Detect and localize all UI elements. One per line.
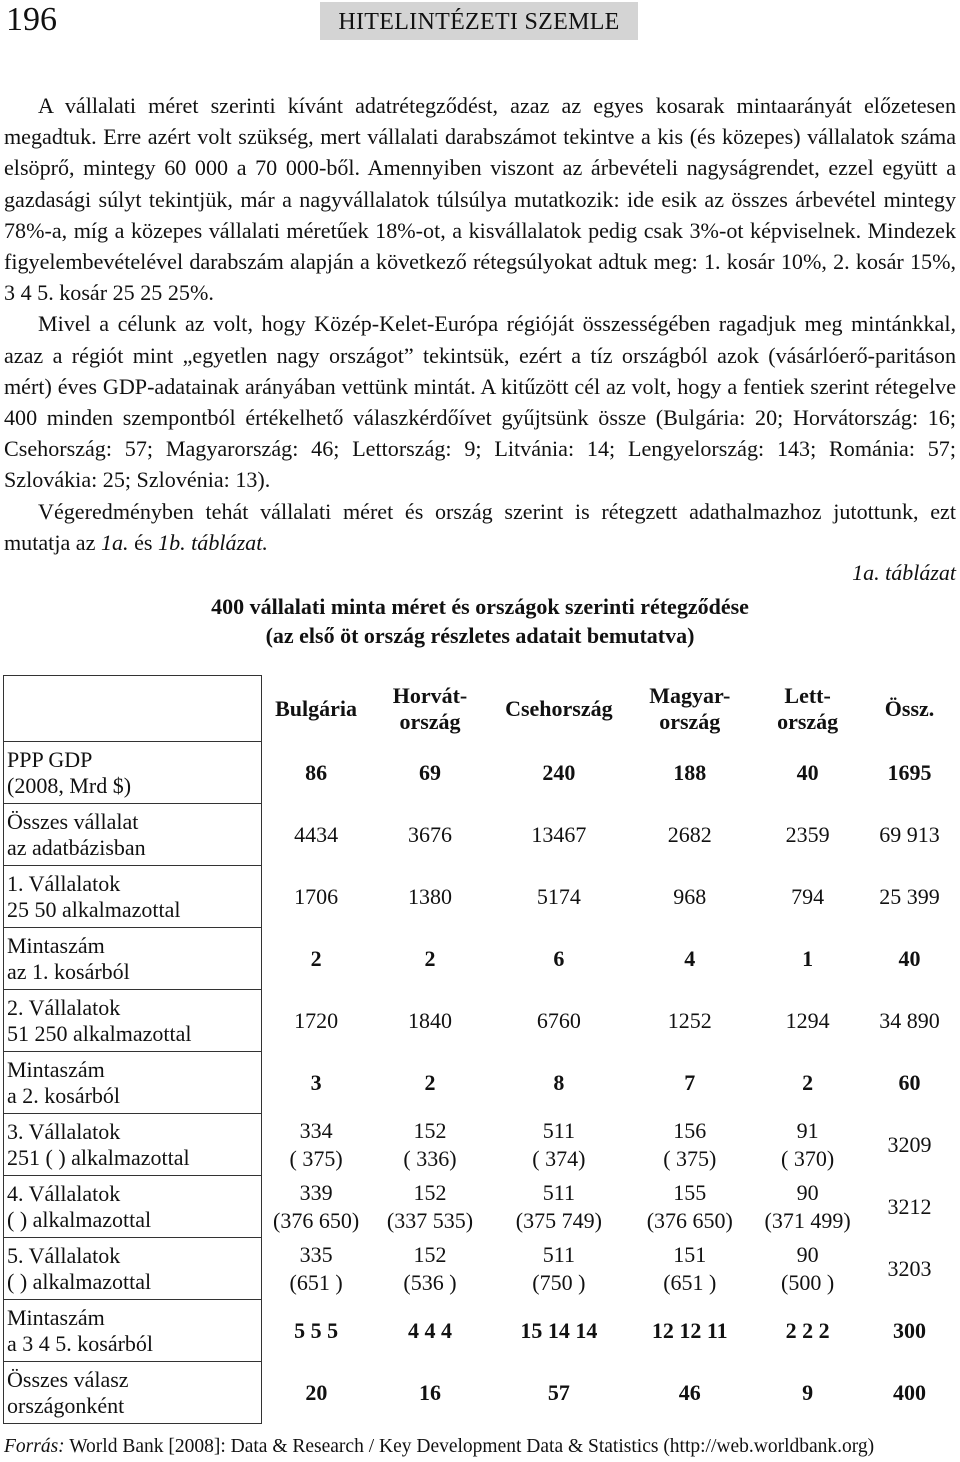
cell-value: 15 14 14: [520, 1317, 598, 1343]
table-ref-a: 1a.: [100, 529, 129, 555]
cell-value: 1695: [887, 759, 932, 785]
cell-value: 155: [673, 1179, 707, 1205]
table-cell: [751, 1238, 865, 1300]
row-label: [4, 1176, 262, 1238]
row-label-line: 251 ( ) alkalmazottal: [7, 1144, 190, 1170]
cell-range: (337 535): [386, 1207, 474, 1233]
table-cell: [629, 1362, 751, 1424]
table-cell: [629, 1052, 751, 1114]
table-title-line1: 400 vállalati minta méret és országok szerinti rétegződése: [211, 594, 749, 619]
table-cell: [371, 804, 489, 866]
table-cell: [751, 1362, 865, 1424]
cell-value: 86: [305, 759, 328, 785]
cell-value: 4 4 4: [407, 1317, 452, 1343]
table-cell: [371, 1300, 489, 1362]
table-cell: [629, 804, 751, 866]
body-text: [4, 90, 956, 558]
cell-value: 2: [424, 945, 436, 971]
table-cell: [261, 928, 371, 990]
column-header: [865, 676, 955, 742]
row-label: [4, 1300, 262, 1362]
cell-value: 3209: [887, 1131, 932, 1157]
paragraph-1: A vállalati méret szerinti kívánt adatrétegződést, azaz az egyes kosarak mintaarányát előzetesen megadtuk. Erre azért volt szükség, mert vállalati darabszámot tekintve a kis (és közepes) vállalatok száma elsöprő, mintegy 60 000 a 70 000-ből. Amennyiben viszont az árbevételi nagyságrendet, ezzel együtt a gazdasági súlyt tekintjük, már a nagyvállalatok túlsúlya mutatkozik: ide esik az összes árbevétel mintegy 78%-a, míg a közepes vállalati méretűek 18%-ot, a kisvállalatok pedig csak 3%-ot képviselnek. Mindezek figyelembevételével darabszám alapján a következő rétegsúlyokat adtuk meg: 1. kosár 10%, 2. kosár 15%, 3 4 5. kosár 25 25 25%.: [4, 93, 956, 306]
source-text: World Bank [2008]: Data & Research / Key Development Data & Statistics (http://web.worldbank.org): [69, 1436, 875, 1457]
table-cell: [261, 804, 371, 866]
cell-range: (375 749): [515, 1207, 602, 1233]
table-cell: [629, 1114, 751, 1176]
cell-range: (376 650): [273, 1207, 360, 1233]
table-cell: [489, 804, 629, 866]
column-header-line1: Bulgária: [275, 695, 358, 721]
cell-value: 3676: [407, 821, 452, 847]
cell-range: ( 374): [532, 1145, 586, 1171]
table-number: 1a. táblázat: [852, 560, 956, 585]
page-number: 196: [6, 1, 57, 38]
cell-value: 7: [684, 1069, 696, 1095]
table-cell: [751, 1176, 865, 1238]
table-cell: [629, 866, 751, 928]
paragraph-2: Mivel a célunk az volt, hogy Közép-Kelet-Európa régióját összességében ragadjuk meg mintánkkal, azaz a régiót mint „egyetlen nagy országot” tekintsük, ezért a tíz országból azok (vásárlóerő-paritáson mért) éves GDP-adatainak arányában vettünk mintát. A kitűzött cél az volt, hogy a fentiek szerint rétegelve 400 minden szempontból értékelhető válaszkérdőívet gyűjtsünk össze (Bulgária: 20; Horvátország: 16; Csehország: 57; Magyarország: 46; Lettország: 9; Litvánia: 14; Lengyelország: 143; Románia: 57; Szlovákia: 25; Szlovénia: 13).: [4, 311, 956, 493]
cell-value: 69: [418, 759, 441, 785]
row-label: [4, 1362, 262, 1424]
table-cell: [261, 866, 371, 928]
table-cell: [751, 742, 865, 804]
cell-value: 339: [299, 1179, 333, 1205]
table-cell: [261, 1238, 371, 1300]
cell-value: 3212: [887, 1193, 932, 1219]
journal-title: HITELINTÉZETI SZEMLE: [320, 2, 638, 40]
cell-value: 300: [893, 1317, 927, 1343]
column-header: [629, 676, 751, 742]
cell-value: 2682: [667, 821, 712, 847]
cell-value: 151: [673, 1241, 707, 1267]
table-cell: [865, 1300, 955, 1362]
cell-value: 511: [542, 1179, 575, 1205]
table-cell: [489, 866, 629, 928]
table-cell: [489, 1362, 629, 1424]
cell-value: 1294: [785, 1007, 830, 1033]
cell-value: 69 913: [879, 821, 940, 847]
table-cell: [751, 866, 865, 928]
cell-value: 57: [547, 1379, 570, 1405]
cell-value: 8: [553, 1069, 565, 1095]
table-cell: [489, 990, 629, 1052]
table-cell: [865, 928, 955, 990]
table-title: [0, 592, 960, 650]
table-cell: [629, 742, 751, 804]
row-label-line: Mintaszám: [7, 932, 105, 958]
table-cell: [751, 1114, 865, 1176]
source-note: [4, 1436, 874, 1458]
cell-range: ( 370): [781, 1145, 835, 1171]
table-cell: [489, 1114, 629, 1176]
table-cell: [261, 1114, 371, 1176]
cell-range: (371 499): [764, 1207, 851, 1233]
data-table: [3, 675, 955, 1424]
table-cell: [489, 1300, 629, 1362]
table-row: [4, 1362, 955, 1424]
row-label-line: ( ) alkalmazottal: [7, 1268, 152, 1294]
table-cell: [489, 742, 629, 804]
row-label-line: 25 50 alkalmazottal: [7, 896, 181, 922]
table-cell: [261, 1300, 371, 1362]
paragraph-3-text: Végeredményben tehát vállalati méret és ország szerint is rétegzett adathalmazhoz jutottunk, ezt mutatja az: [4, 498, 956, 555]
row-label: [4, 928, 262, 990]
table-cell: [489, 1052, 629, 1114]
row-label: [4, 1114, 262, 1176]
table-row: [4, 1052, 955, 1114]
row-label-line: az 1. kosárból: [7, 958, 130, 984]
column-header-line2: ország: [659, 708, 721, 734]
cell-value: 794: [791, 883, 825, 909]
cell-value: 2: [310, 945, 322, 971]
cell-value: 4434: [294, 821, 339, 847]
table-cell: [865, 1114, 955, 1176]
cell-value: 1: [802, 945, 814, 971]
table-row: [4, 928, 955, 990]
table-row: [4, 1176, 955, 1238]
cell-value: 4: [684, 945, 696, 971]
cell-value: 240: [542, 759, 576, 785]
table-cell: [629, 1176, 751, 1238]
table-cell: [629, 1300, 751, 1362]
table-header-row: [4, 676, 955, 742]
cell-value: 25 399: [879, 883, 940, 909]
table-cell: [261, 742, 371, 804]
cell-value: 12 12 11: [651, 1317, 728, 1343]
row-label-line: Összes válasz: [7, 1366, 129, 1392]
cell-value: 335: [299, 1241, 333, 1267]
column-header-line1: Csehország: [505, 695, 613, 721]
table-row: [4, 804, 955, 866]
cell-value: 20: [305, 1379, 328, 1405]
cell-value: 6: [553, 945, 565, 971]
row-label-line: országonként: [7, 1392, 125, 1418]
table-cell: [261, 1052, 371, 1114]
cell-value: 400: [893, 1379, 927, 1405]
table-cell: [261, 1362, 371, 1424]
cell-value: 511: [542, 1241, 575, 1267]
row-label-line: Összes vállalat: [7, 808, 139, 834]
table-cell: [371, 1114, 489, 1176]
table-cell: [751, 1052, 865, 1114]
cell-value: 5174: [536, 883, 581, 909]
table-cell: [371, 1238, 489, 1300]
table-cell: [371, 1052, 489, 1114]
cell-value: 188: [673, 759, 707, 785]
cell-value: 40: [898, 945, 921, 971]
table-row: [4, 742, 955, 804]
row-label: [4, 742, 262, 804]
table-corner-cell: [4, 676, 262, 742]
table-cell: [371, 990, 489, 1052]
cell-value: 1840: [407, 1007, 452, 1033]
table-cell: [865, 1238, 955, 1300]
table-cell: [751, 804, 865, 866]
cell-value: 16: [418, 1379, 441, 1405]
row-label: [4, 1238, 262, 1300]
cell-range: (651 ): [289, 1269, 343, 1295]
cell-value: 3203: [887, 1255, 932, 1281]
cell-range: (376 650): [646, 1207, 733, 1233]
row-label-line: a 3 4 5. kosárból: [7, 1330, 154, 1356]
table-cell: [489, 1238, 629, 1300]
cell-range: ( 375): [663, 1145, 717, 1171]
cell-value: 3: [310, 1069, 322, 1095]
table-row: [4, 1238, 955, 1300]
table-cell: [629, 928, 751, 990]
table-cell: [629, 1238, 751, 1300]
table-cell: [865, 742, 955, 804]
table-row: [4, 866, 955, 928]
row-label-line: ( ) alkalmazottal: [7, 1206, 152, 1232]
cell-value: 1380: [407, 883, 452, 909]
row-label: [4, 990, 262, 1052]
column-header-line1: Lett-: [784, 682, 831, 708]
cell-value: 2 2 2: [785, 1317, 830, 1343]
cell-value: 40: [796, 759, 819, 785]
table-cell: [629, 990, 751, 1052]
source-label: Forrás:: [4, 1436, 65, 1457]
cell-value: 1252: [667, 1007, 712, 1033]
row-label-line: 4. Vállalatok: [7, 1180, 121, 1206]
table-cell: [865, 990, 955, 1052]
cell-value: 2: [424, 1069, 436, 1095]
table-cell: [371, 866, 489, 928]
cell-range: (536 ): [403, 1269, 457, 1295]
row-label-line: 3. Vállalatok: [7, 1118, 121, 1144]
column-header: [371, 676, 489, 742]
table-cell: [751, 928, 865, 990]
table-cell: [865, 866, 955, 928]
column-header: [489, 676, 629, 742]
table-cell: [865, 1176, 955, 1238]
column-header: [751, 676, 865, 742]
table-cell: [489, 928, 629, 990]
cell-range: (651 ): [663, 1269, 717, 1295]
table-ref-b: 1b. táblázat.: [158, 529, 268, 555]
row-label-line: 51 250 alkalmazottal: [7, 1020, 192, 1046]
table-row: [4, 1300, 955, 1362]
column-header-line1: Magyar-: [649, 682, 731, 708]
cell-value: 6760: [536, 1007, 581, 1033]
table-cell: [865, 1052, 955, 1114]
row-label-line: (2008, Mrd $): [7, 772, 132, 798]
row-label-line: 5. Vállalatok: [7, 1242, 121, 1268]
column-header-line2: ország: [399, 708, 461, 734]
table-cell: [489, 1176, 629, 1238]
cell-value: 968: [673, 883, 707, 909]
row-label: [4, 1052, 262, 1114]
row-label-line: Mintaszám: [7, 1304, 105, 1330]
table-cell: [261, 1176, 371, 1238]
column-header: [261, 676, 371, 742]
table-cell: [751, 990, 865, 1052]
row-label: [4, 804, 262, 866]
table-row: [4, 990, 955, 1052]
cell-value: 156: [673, 1117, 707, 1143]
table-cell: [261, 990, 371, 1052]
cell-value: 91: [796, 1117, 819, 1143]
cell-value: 1720: [294, 1007, 339, 1033]
cell-value: 511: [542, 1117, 575, 1143]
row-label: [4, 866, 262, 928]
cell-value: 60: [898, 1069, 921, 1095]
cell-value: 90: [796, 1241, 819, 1267]
paragraph-3: [4, 496, 956, 558]
row-label-line: az adatbázisban: [7, 834, 146, 860]
cell-value: 152: [413, 1117, 447, 1143]
cell-range: ( 336): [403, 1145, 457, 1171]
table-ref-connector: és: [134, 529, 153, 555]
cell-range: ( 375): [289, 1145, 343, 1171]
cell-value: 13467: [531, 821, 587, 847]
row-label-line: PPP GDP: [7, 746, 93, 772]
cell-value: 34 890: [879, 1007, 940, 1033]
table-cell: [865, 804, 955, 866]
cell-value: 2359: [785, 821, 830, 847]
cell-value: 46: [678, 1379, 701, 1405]
table-cell: [865, 1362, 955, 1424]
cell-value: 5 5 5: [294, 1317, 339, 1343]
row-label-line: Mintaszám: [7, 1056, 105, 1082]
cell-range: (500 ): [781, 1269, 835, 1295]
cell-value: 1706: [294, 883, 339, 909]
table-cell: [371, 928, 489, 990]
row-label-line: a 2. kosárból: [7, 1082, 121, 1108]
row-label-line: 1. Vállalatok: [7, 870, 121, 896]
cell-value: 2: [802, 1069, 814, 1095]
column-header-line2: ország: [777, 708, 839, 734]
cell-value: 152: [413, 1241, 447, 1267]
table-cell: [371, 1362, 489, 1424]
cell-value: 90: [796, 1179, 819, 1205]
cell-value: 152: [413, 1179, 447, 1205]
table-cell: [751, 1300, 865, 1362]
column-header-line1: Össz.: [884, 695, 935, 721]
table-row: [4, 1114, 955, 1176]
table-cell: [371, 742, 489, 804]
cell-value: 9: [802, 1379, 814, 1405]
table-title-line2: (az első öt ország részletes adatait bemutatva): [265, 623, 695, 648]
row-label-line: 2. Vállalatok: [7, 994, 121, 1020]
cell-range: (750 ): [532, 1269, 586, 1295]
cell-value: 334: [299, 1117, 333, 1143]
column-header-line1: Horvát-: [392, 682, 468, 708]
table-cell: [371, 1176, 489, 1238]
